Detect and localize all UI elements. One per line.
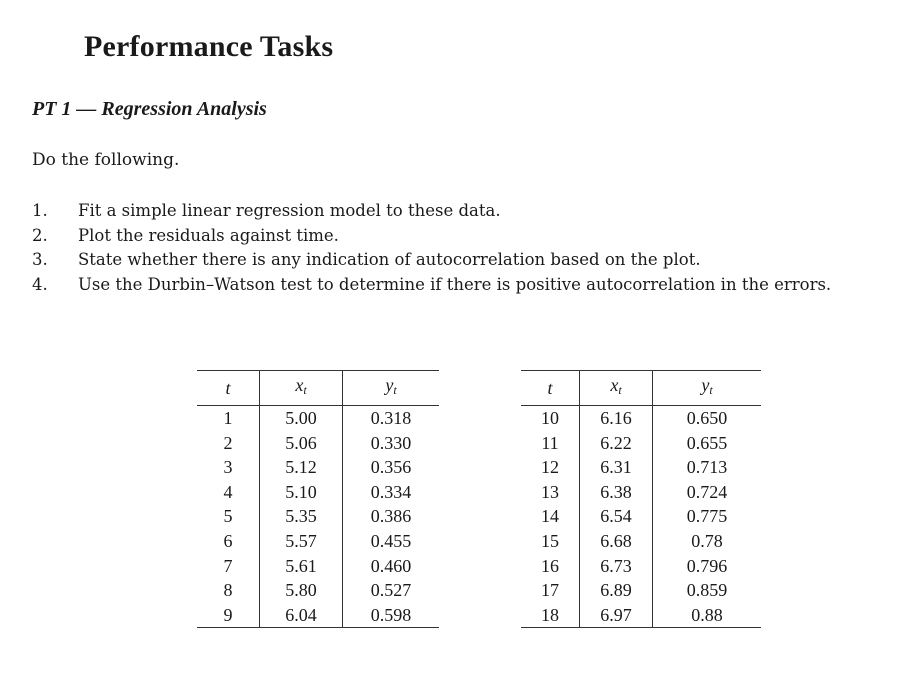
cell-xt: 5.06 [260, 431, 343, 456]
cell-yt: 0.796 [686, 555, 728, 576]
cell-t: 18 [521, 603, 580, 628]
cell-t: 8 [197, 578, 260, 603]
table-row [197, 578, 439, 603]
cell-t: 9 [197, 603, 260, 628]
cell-xt: 6.22 [580, 431, 653, 456]
table-row [521, 431, 761, 456]
cell-xt: 6.04 [260, 603, 343, 628]
section-subtitle: PT 1 — Regression Analysis [32, 98, 267, 120]
page-title: Performance Tasks [84, 30, 334, 63]
cell-yt: 0.598 [343, 603, 440, 628]
task-number: 3. [32, 250, 48, 269]
cell-yt: 0.318 [370, 408, 412, 428]
cell-t: 1 [197, 406, 260, 431]
task-number: 4. [32, 274, 48, 294]
cell-xt: 5.80 [260, 578, 343, 603]
task-item [32, 199, 831, 224]
task-text: Fit a simple linear regression model to these data. [78, 201, 501, 220]
cell-t: 3 [197, 455, 260, 480]
table-row [521, 406, 761, 431]
cell-yt: 0.386 [370, 506, 412, 527]
task-text: State whether there is any indication of autocorrelation based on the plot. [78, 250, 701, 269]
table-row [197, 504, 439, 529]
cell-xt: 6.68 [580, 529, 653, 554]
table-row [197, 603, 439, 628]
intro-text: Do the following. [32, 150, 180, 170]
task-list [32, 199, 831, 297]
task-text: Plot the residuals against time. [78, 225, 339, 245]
cell-xt: 6.31 [580, 455, 653, 480]
cell-xt: 6.73 [580, 554, 653, 579]
table-row [521, 603, 761, 628]
task-item [32, 224, 831, 249]
task-text: Use the Durbin–Watson test to determine if there is positive autocorrelation in the errors. [78, 274, 832, 294]
cell-xt: 5.00 [260, 406, 343, 431]
cell-t: 15 [521, 529, 580, 554]
cell-t: 10 [521, 406, 580, 431]
cell-xt: 6.16 [580, 406, 653, 431]
header-t: t [197, 371, 260, 406]
table-row [521, 529, 761, 554]
cell-xt: 6.89 [580, 578, 653, 603]
cell-xt: 5.57 [260, 529, 343, 554]
cell-t: 14 [521, 504, 580, 529]
table-row [197, 480, 439, 505]
table-row [521, 455, 761, 480]
task-number: 1. [32, 201, 48, 220]
data-table-right [521, 370, 761, 628]
cell-t: 5 [197, 504, 260, 529]
cell-yt: 0.334 [370, 481, 412, 502]
cell-yt: 0.859 [686, 580, 728, 601]
cell-yt: 0.88 [653, 603, 762, 628]
cell-t: 13 [521, 480, 580, 505]
cell-yt: 0.460 [370, 555, 412, 576]
cell-yt: 0.775 [686, 506, 728, 527]
cell-t: 16 [521, 554, 580, 579]
cell-yt: 0.455 [370, 530, 412, 551]
cell-t: 11 [521, 431, 580, 456]
table-row [521, 504, 761, 529]
header-xt: $x_t$ [580, 371, 653, 406]
task-number: 2. [32, 225, 48, 245]
cell-xt: 5.61 [260, 554, 343, 579]
task-item [32, 248, 831, 273]
cell-yt: 0.527 [370, 580, 412, 601]
table-row [197, 529, 439, 554]
cell-xt: 5.10 [260, 480, 343, 505]
table-header-row [521, 371, 761, 406]
table-row [197, 554, 439, 579]
header-yt: $y_t$ [653, 371, 762, 406]
cell-t: 2 [197, 431, 260, 456]
cell-yt: 0.650 [686, 408, 728, 428]
cell-yt: 0.713 [686, 457, 728, 478]
cell-t: 7 [197, 554, 260, 579]
cell-xt: 5.12 [260, 455, 343, 480]
table-row [197, 455, 439, 480]
cell-yt: 0.724 [686, 481, 728, 502]
cell-t: 4 [197, 480, 260, 505]
table-row [197, 406, 439, 431]
header-xt: $x_t$ [260, 371, 343, 406]
cell-yt: 0.655 [686, 432, 728, 453]
table-row [521, 554, 761, 579]
cell-yt: 0.330 [370, 432, 412, 453]
table-body [197, 406, 439, 628]
cell-t: 17 [521, 578, 580, 603]
cell-xt: 6.54 [580, 504, 653, 529]
table-row [521, 578, 761, 603]
table-row [197, 431, 439, 456]
table-row [521, 480, 761, 505]
cell-yt: 0.356 [370, 457, 412, 478]
table-body [521, 406, 761, 628]
cell-t: 6 [197, 529, 260, 554]
cell-yt: 0.78 [691, 530, 723, 551]
table-header-row [197, 371, 439, 406]
cell-xt: 5.35 [260, 504, 343, 529]
data-table-left [197, 370, 439, 628]
header-yt: $y_t$ [343, 371, 440, 406]
cell-xt: 6.97 [580, 603, 653, 628]
cell-xt: 6.38 [580, 480, 653, 505]
header-t: t [521, 371, 580, 406]
cell-t: 12 [521, 455, 580, 480]
task-item [32, 273, 831, 298]
